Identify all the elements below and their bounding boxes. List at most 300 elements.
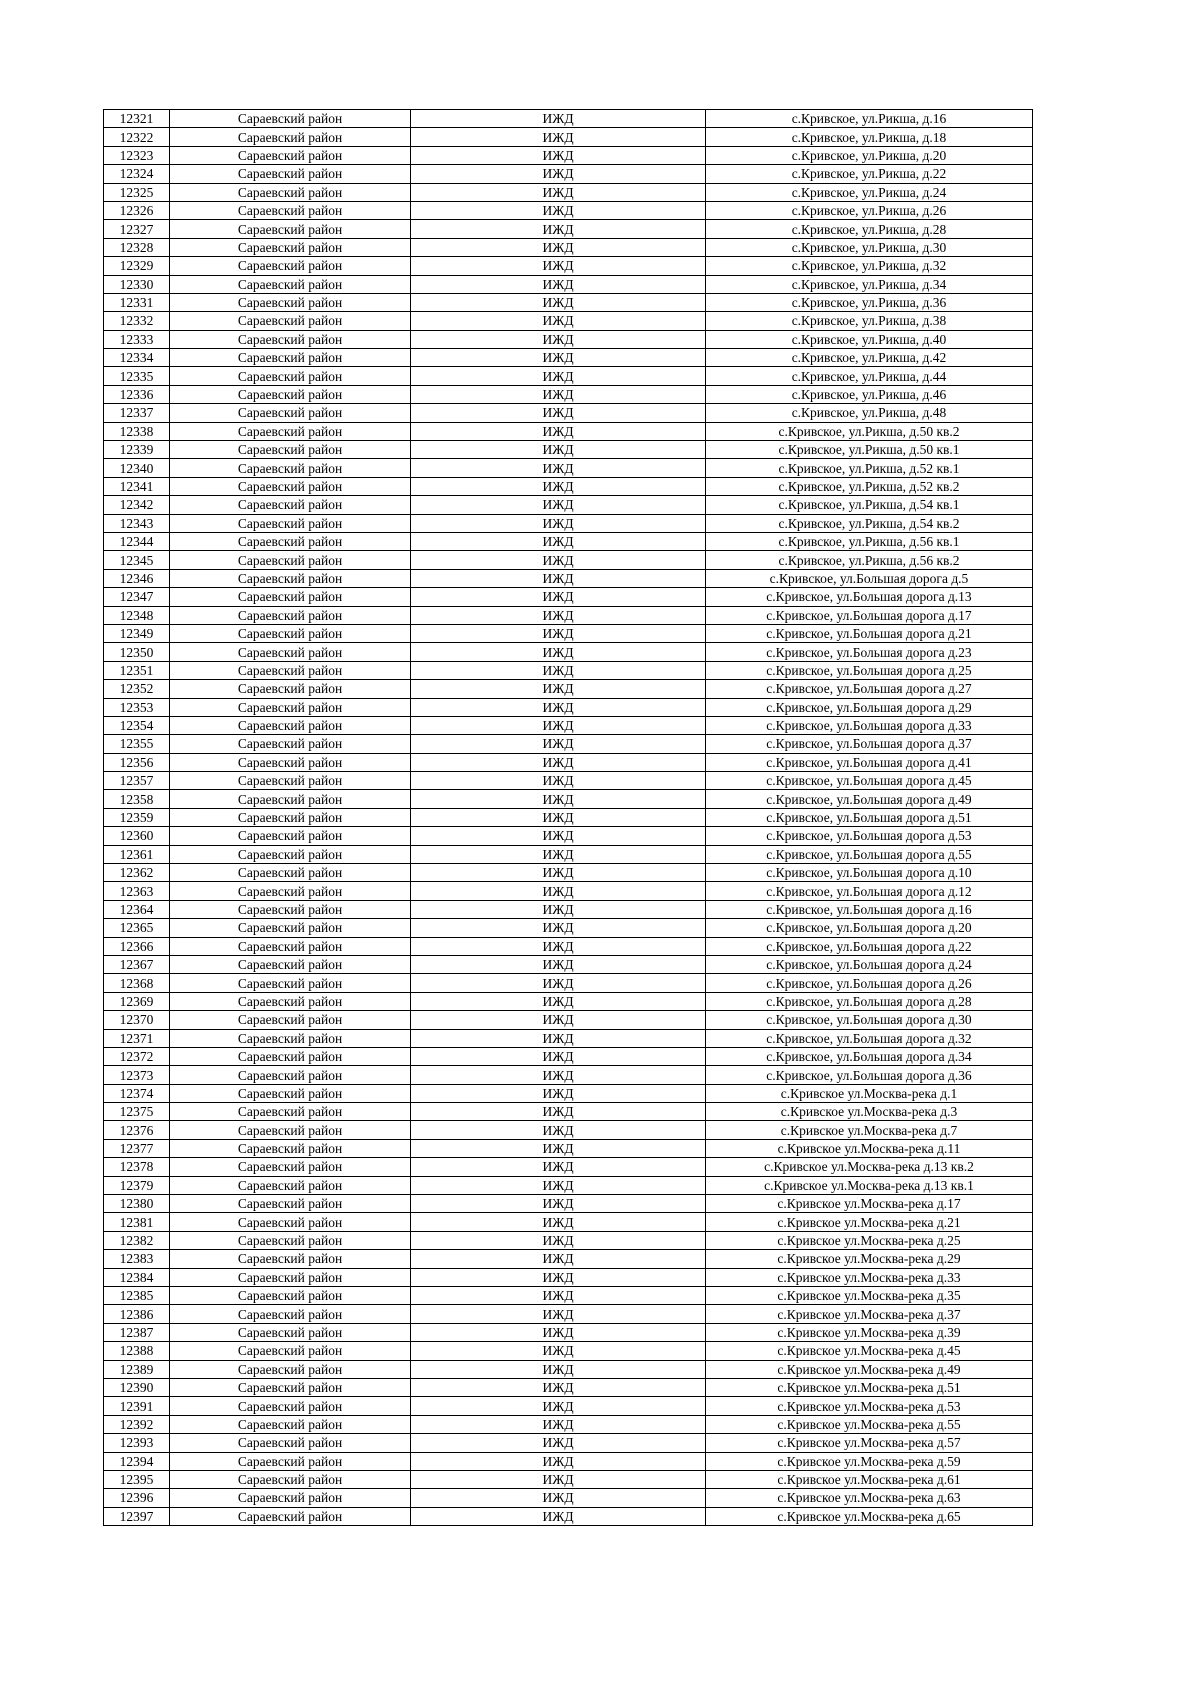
record-number-cell: 12350 bbox=[104, 643, 170, 661]
district-cell: Сараевский район bbox=[170, 128, 411, 146]
housing-type-cell: ИЖД bbox=[411, 1066, 706, 1084]
table-row bbox=[104, 551, 1033, 569]
housing-type-cell: ИЖД bbox=[411, 1121, 706, 1139]
address-cell: с.Кривское, ул.Рикша, д.54 кв.2 bbox=[706, 514, 1033, 532]
address-cell: с.Кривское ул.Москва-река д.17 bbox=[706, 1195, 1033, 1213]
table-row bbox=[104, 459, 1033, 477]
district-cell: Сараевский район bbox=[170, 1323, 411, 1341]
table-row bbox=[104, 680, 1033, 698]
table-row bbox=[104, 1084, 1033, 1102]
record-number-cell: 12322 bbox=[104, 128, 170, 146]
housing-type-cell: ИЖД bbox=[411, 275, 706, 293]
table-row bbox=[104, 1323, 1033, 1341]
district-cell: Сараевский район bbox=[170, 955, 411, 973]
record-number-cell: 12343 bbox=[104, 514, 170, 532]
district-cell: Сараевский район bbox=[170, 1470, 411, 1488]
address-cell: с.Кривское, ул.Большая дорога д.41 bbox=[706, 753, 1033, 771]
district-cell: Сараевский район bbox=[170, 937, 411, 955]
table-row bbox=[104, 1231, 1033, 1249]
record-number-cell: 12321 bbox=[104, 110, 170, 128]
record-number-cell: 12388 bbox=[104, 1342, 170, 1360]
housing-type-cell: ИЖД bbox=[411, 1397, 706, 1415]
table-row bbox=[104, 1507, 1033, 1525]
housing-type-cell: ИЖД bbox=[411, 808, 706, 826]
address-cell: с.Кривское, ул.Большая дорога д.20 bbox=[706, 919, 1033, 937]
district-cell: Сараевский район bbox=[170, 735, 411, 753]
table-row bbox=[104, 1489, 1033, 1507]
housing-type-cell: ИЖД bbox=[411, 1029, 706, 1047]
district-cell: Сараевский район bbox=[170, 1139, 411, 1157]
record-number-cell: 12334 bbox=[104, 349, 170, 367]
address-cell: с.Кривское, ул.Большая дорога д.49 bbox=[706, 790, 1033, 808]
table-row bbox=[104, 146, 1033, 164]
district-cell: Сараевский район bbox=[170, 1415, 411, 1433]
record-number-cell: 12380 bbox=[104, 1195, 170, 1213]
district-cell: Сараевский район bbox=[170, 1029, 411, 1047]
address-cell: с.Кривское ул.Москва-река д.65 bbox=[706, 1507, 1033, 1525]
housing-type-cell: ИЖД bbox=[411, 496, 706, 514]
district-cell: Сараевский район bbox=[170, 514, 411, 532]
record-number-cell: 12335 bbox=[104, 367, 170, 385]
table-row bbox=[104, 1066, 1033, 1084]
district-cell: Сараевский район bbox=[170, 716, 411, 734]
district-cell: Сараевский район bbox=[170, 146, 411, 164]
address-cell: с.Кривское, ул.Рикша, д.56 кв.1 bbox=[706, 532, 1033, 550]
housing-type-cell: ИЖД bbox=[411, 1195, 706, 1213]
address-cell: с.Кривское, ул.Рикша, д.48 bbox=[706, 404, 1033, 422]
record-number-cell: 12371 bbox=[104, 1029, 170, 1047]
district-cell: Сараевский район bbox=[170, 1250, 411, 1268]
housing-type-cell: ИЖД bbox=[411, 1287, 706, 1305]
record-number-cell: 12347 bbox=[104, 588, 170, 606]
record-number-cell: 12361 bbox=[104, 845, 170, 863]
table-row bbox=[104, 367, 1033, 385]
housing-type-cell: ИЖД bbox=[411, 643, 706, 661]
address-cell: с.Кривское ул.Москва-река д.13 кв.1 bbox=[706, 1176, 1033, 1194]
table-row bbox=[104, 864, 1033, 882]
housing-type-cell: ИЖД bbox=[411, 900, 706, 918]
district-cell: Сараевский район bbox=[170, 661, 411, 679]
table-row bbox=[104, 441, 1033, 459]
table-row bbox=[104, 422, 1033, 440]
record-number-cell: 12396 bbox=[104, 1489, 170, 1507]
record-number-cell: 12352 bbox=[104, 680, 170, 698]
housing-type-cell: ИЖД bbox=[411, 404, 706, 422]
address-cell: с.Кривское ул.Москва-река д.51 bbox=[706, 1378, 1033, 1396]
record-number-cell: 12373 bbox=[104, 1066, 170, 1084]
district-cell: Сараевский район bbox=[170, 1452, 411, 1470]
district-cell: Сараевский район bbox=[170, 680, 411, 698]
address-cell: с.Кривское ул.Москва-река д.25 bbox=[706, 1231, 1033, 1249]
address-cell: с.Кривское, ул.Рикша, д.46 bbox=[706, 385, 1033, 403]
housing-type-cell: ИЖД bbox=[411, 1158, 706, 1176]
record-number-cell: 12325 bbox=[104, 183, 170, 201]
record-number-cell: 12366 bbox=[104, 937, 170, 955]
table-row bbox=[104, 349, 1033, 367]
housing-type-cell: ИЖД bbox=[411, 1103, 706, 1121]
address-cell: с.Кривское, ул.Рикша, д.28 bbox=[706, 220, 1033, 238]
record-number-cell: 12392 bbox=[104, 1415, 170, 1433]
address-cell: с.Кривское, ул.Рикша, д.24 bbox=[706, 183, 1033, 201]
table-row bbox=[104, 1121, 1033, 1139]
record-number-cell: 12337 bbox=[104, 404, 170, 422]
district-cell: Сараевский район bbox=[170, 624, 411, 642]
record-number-cell: 12336 bbox=[104, 385, 170, 403]
record-number-cell: 12381 bbox=[104, 1213, 170, 1231]
table-row bbox=[104, 1415, 1033, 1433]
record-number-cell: 12323 bbox=[104, 146, 170, 164]
record-number-cell: 12385 bbox=[104, 1287, 170, 1305]
table-row bbox=[104, 1305, 1033, 1323]
table-row bbox=[104, 1176, 1033, 1194]
table-row bbox=[104, 330, 1033, 348]
district-cell: Сараевский район bbox=[170, 808, 411, 826]
district-cell: Сараевский район bbox=[170, 900, 411, 918]
housing-type-cell: ИЖД bbox=[411, 1415, 706, 1433]
record-number-cell: 12384 bbox=[104, 1268, 170, 1286]
housing-type-cell: ИЖД bbox=[411, 441, 706, 459]
housing-type-cell: ИЖД bbox=[411, 569, 706, 587]
district-cell: Сараевский район bbox=[170, 588, 411, 606]
table-row bbox=[104, 937, 1033, 955]
district-cell: Сараевский район bbox=[170, 385, 411, 403]
record-number-cell: 12376 bbox=[104, 1121, 170, 1139]
district-cell: Сараевский район bbox=[170, 643, 411, 661]
record-number-cell: 12342 bbox=[104, 496, 170, 514]
district-cell: Сараевский район bbox=[170, 1305, 411, 1323]
address-cell: с.Кривское, ул.Рикша, д.16 bbox=[706, 110, 1033, 128]
record-number-cell: 12331 bbox=[104, 293, 170, 311]
district-cell: Сараевский район bbox=[170, 1084, 411, 1102]
district-cell: Сараевский район bbox=[170, 1176, 411, 1194]
table-row bbox=[104, 238, 1033, 256]
table-row bbox=[104, 624, 1033, 642]
district-cell: Сараевский район bbox=[170, 532, 411, 550]
district-cell: Сараевский район bbox=[170, 110, 411, 128]
record-number-cell: 12372 bbox=[104, 1047, 170, 1065]
address-cell: с.Кривское, ул.Рикша, д.26 bbox=[706, 201, 1033, 219]
address-cell: с.Кривское, ул.Рикша, д.50 кв.1 bbox=[706, 441, 1033, 459]
table-row bbox=[104, 919, 1033, 937]
table-row bbox=[104, 1103, 1033, 1121]
district-cell: Сараевский район bbox=[170, 459, 411, 477]
address-cell: с.Кривское, ул.Рикша, д.22 bbox=[706, 165, 1033, 183]
address-cell: с.Кривское, ул.Большая дорога д.45 bbox=[706, 772, 1033, 790]
housing-type-cell: ИЖД bbox=[411, 1011, 706, 1029]
district-cell: Сараевский район bbox=[170, 1489, 411, 1507]
district-cell: Сараевский район bbox=[170, 992, 411, 1010]
address-cell: с.Кривское, ул.Рикша, д.54 кв.1 bbox=[706, 496, 1033, 514]
housing-type-cell: ИЖД bbox=[411, 1250, 706, 1268]
table-row bbox=[104, 1213, 1033, 1231]
district-cell: Сараевский район bbox=[170, 1158, 411, 1176]
housing-type-cell: ИЖД bbox=[411, 606, 706, 624]
address-cell: с.Кривское, ул.Большая дорога д.30 bbox=[706, 1011, 1033, 1029]
address-cell: с.Кривское, ул.Рикша, д.52 кв.1 bbox=[706, 459, 1033, 477]
address-cell: с.Кривское ул.Москва-река д.53 bbox=[706, 1397, 1033, 1415]
district-cell: Сараевский район bbox=[170, 698, 411, 716]
housing-type-cell: ИЖД bbox=[411, 1176, 706, 1194]
address-cell: с.Кривское, ул.Большая дорога д.28 bbox=[706, 992, 1033, 1010]
table-row bbox=[104, 532, 1033, 550]
address-cell: с.Кривское ул.Москва-река д.55 bbox=[706, 1415, 1033, 1433]
address-cell: с.Кривское, ул.Большая дорога д.53 bbox=[706, 827, 1033, 845]
record-number-cell: 12357 bbox=[104, 772, 170, 790]
district-cell: Сараевский район bbox=[170, 1507, 411, 1525]
district-cell: Сараевский район bbox=[170, 183, 411, 201]
address-cell: с.Кривское, ул.Рикша, д.50 кв.2 bbox=[706, 422, 1033, 440]
table-row bbox=[104, 1397, 1033, 1415]
district-cell: Сараевский район bbox=[170, 201, 411, 219]
district-cell: Сараевский район bbox=[170, 772, 411, 790]
record-number-cell: 12359 bbox=[104, 808, 170, 826]
table-row bbox=[104, 588, 1033, 606]
table-row bbox=[104, 1378, 1033, 1396]
district-cell: Сараевский район bbox=[170, 441, 411, 459]
record-number-cell: 12327 bbox=[104, 220, 170, 238]
table-row bbox=[104, 128, 1033, 146]
table-row bbox=[104, 772, 1033, 790]
record-number-cell: 12395 bbox=[104, 1470, 170, 1488]
district-cell: Сараевский район bbox=[170, 422, 411, 440]
housing-type-cell: ИЖД bbox=[411, 919, 706, 937]
table-row bbox=[104, 385, 1033, 403]
record-number-cell: 12382 bbox=[104, 1231, 170, 1249]
address-cell: с.Кривское, ул.Большая дорога д.25 bbox=[706, 661, 1033, 679]
address-cell: с.Кривское, ул.Большая дорога д.26 bbox=[706, 974, 1033, 992]
housing-type-cell: ИЖД bbox=[411, 1507, 706, 1525]
address-cell: с.Кривское, ул.Рикша, д.40 bbox=[706, 330, 1033, 348]
table-row bbox=[104, 1434, 1033, 1452]
housing-type-cell: ИЖД bbox=[411, 238, 706, 256]
address-cell: с.Кривское ул.Москва-река д.49 bbox=[706, 1360, 1033, 1378]
record-number-cell: 12370 bbox=[104, 1011, 170, 1029]
district-cell: Сараевский район bbox=[170, 312, 411, 330]
record-number-cell: 12378 bbox=[104, 1158, 170, 1176]
district-cell: Сараевский район bbox=[170, 1066, 411, 1084]
address-cell: с.Кривское ул.Москва-река д.11 bbox=[706, 1139, 1033, 1157]
address-cell: с.Кривское, ул.Рикша, д.30 bbox=[706, 238, 1033, 256]
table-row bbox=[104, 1011, 1033, 1029]
district-cell: Сараевский район bbox=[170, 974, 411, 992]
housing-type-cell: ИЖД bbox=[411, 680, 706, 698]
district-cell: Сараевский район bbox=[170, 1268, 411, 1286]
housing-type-cell: ИЖД bbox=[411, 201, 706, 219]
housing-type-cell: ИЖД bbox=[411, 1139, 706, 1157]
district-cell: Сараевский район bbox=[170, 1287, 411, 1305]
table-row bbox=[104, 201, 1033, 219]
housing-type-cell: ИЖД bbox=[411, 992, 706, 1010]
record-number-cell: 12346 bbox=[104, 569, 170, 587]
housing-type-cell: ИЖД bbox=[411, 790, 706, 808]
address-cell: с.Кривское ул.Москва-река д.13 кв.2 bbox=[706, 1158, 1033, 1176]
district-cell: Сараевский район bbox=[170, 606, 411, 624]
housing-type-cell: ИЖД bbox=[411, 661, 706, 679]
district-cell: Сараевский район bbox=[170, 257, 411, 275]
record-number-cell: 12375 bbox=[104, 1103, 170, 1121]
housing-type-cell: ИЖД bbox=[411, 477, 706, 495]
record-number-cell: 12356 bbox=[104, 753, 170, 771]
housing-type-cell: ИЖД bbox=[411, 1470, 706, 1488]
table-row bbox=[104, 477, 1033, 495]
record-number-cell: 12332 bbox=[104, 312, 170, 330]
table-row bbox=[104, 735, 1033, 753]
address-cell: с.Кривское ул.Москва-река д.57 bbox=[706, 1434, 1033, 1452]
record-number-cell: 12324 bbox=[104, 165, 170, 183]
district-cell: Сараевский район bbox=[170, 1360, 411, 1378]
record-number-cell: 12351 bbox=[104, 661, 170, 679]
records-table bbox=[103, 109, 1033, 1526]
district-cell: Сараевский район bbox=[170, 1121, 411, 1139]
record-number-cell: 12348 bbox=[104, 606, 170, 624]
record-number-cell: 12362 bbox=[104, 864, 170, 882]
address-cell: с.Кривское, ул.Рикша, д.34 bbox=[706, 275, 1033, 293]
district-cell: Сараевский район bbox=[170, 919, 411, 937]
housing-type-cell: ИЖД bbox=[411, 293, 706, 311]
table-row bbox=[104, 1047, 1033, 1065]
address-cell: с.Кривское, ул.Большая дорога д.51 bbox=[706, 808, 1033, 826]
district-cell: Сараевский район bbox=[170, 864, 411, 882]
address-cell: с.Кривское, ул.Большая дорога д.36 bbox=[706, 1066, 1033, 1084]
record-number-cell: 12364 bbox=[104, 900, 170, 918]
record-number-cell: 12391 bbox=[104, 1397, 170, 1415]
housing-type-cell: ИЖД bbox=[411, 1047, 706, 1065]
district-cell: Сараевский район bbox=[170, 1011, 411, 1029]
housing-type-cell: ИЖД bbox=[411, 551, 706, 569]
address-cell: с.Кривское, ул.Большая дорога д.16 bbox=[706, 900, 1033, 918]
address-cell: с.Кривское ул.Москва-река д.61 bbox=[706, 1470, 1033, 1488]
housing-type-cell: ИЖД bbox=[411, 1231, 706, 1249]
district-cell: Сараевский район bbox=[170, 330, 411, 348]
address-cell: с.Кривское, ул.Большая дорога д.5 bbox=[706, 569, 1033, 587]
district-cell: Сараевский район bbox=[170, 496, 411, 514]
district-cell: Сараевский район bbox=[170, 1434, 411, 1452]
table-row bbox=[104, 183, 1033, 201]
district-cell: Сараевский район bbox=[170, 367, 411, 385]
table-row bbox=[104, 1452, 1033, 1470]
district-cell: Сараевский район bbox=[170, 1231, 411, 1249]
housing-type-cell: ИЖД bbox=[411, 1489, 706, 1507]
record-number-cell: 12368 bbox=[104, 974, 170, 992]
housing-type-cell: ИЖД bbox=[411, 735, 706, 753]
district-cell: Сараевский район bbox=[170, 551, 411, 569]
housing-type-cell: ИЖД bbox=[411, 165, 706, 183]
table-row bbox=[104, 606, 1033, 624]
housing-type-cell: ИЖД bbox=[411, 257, 706, 275]
housing-type-cell: ИЖД bbox=[411, 128, 706, 146]
address-cell: с.Кривское, ул.Большая дорога д.12 bbox=[706, 882, 1033, 900]
address-cell: с.Кривское, ул.Рикша, д.18 bbox=[706, 128, 1033, 146]
district-cell: Сараевский район bbox=[170, 220, 411, 238]
record-number-cell: 12367 bbox=[104, 955, 170, 973]
table-row bbox=[104, 1268, 1033, 1286]
record-number-cell: 12394 bbox=[104, 1452, 170, 1470]
housing-type-cell: ИЖД bbox=[411, 367, 706, 385]
housing-type-cell: ИЖД bbox=[411, 827, 706, 845]
record-number-cell: 12355 bbox=[104, 735, 170, 753]
housing-type-cell: ИЖД bbox=[411, 110, 706, 128]
housing-type-cell: ИЖД bbox=[411, 937, 706, 955]
housing-type-cell: ИЖД bbox=[411, 698, 706, 716]
district-cell: Сараевский район bbox=[170, 1103, 411, 1121]
housing-type-cell: ИЖД bbox=[411, 1378, 706, 1396]
table-row bbox=[104, 661, 1033, 679]
record-number-cell: 12353 bbox=[104, 698, 170, 716]
record-number-cell: 12354 bbox=[104, 716, 170, 734]
record-number-cell: 12393 bbox=[104, 1434, 170, 1452]
record-number-cell: 12349 bbox=[104, 624, 170, 642]
housing-type-cell: ИЖД bbox=[411, 459, 706, 477]
record-number-cell: 12379 bbox=[104, 1176, 170, 1194]
address-cell: с.Кривское ул.Москва-река д.45 bbox=[706, 1342, 1033, 1360]
table-row bbox=[104, 257, 1033, 275]
record-number-cell: 12369 bbox=[104, 992, 170, 1010]
address-cell: с.Кривское ул.Москва-река д.39 bbox=[706, 1323, 1033, 1341]
district-cell: Сараевский район bbox=[170, 1047, 411, 1065]
record-number-cell: 12383 bbox=[104, 1250, 170, 1268]
table-row bbox=[104, 790, 1033, 808]
record-number-cell: 12397 bbox=[104, 1507, 170, 1525]
address-cell: с.Кривское, ул.Большая дорога д.22 bbox=[706, 937, 1033, 955]
table-row bbox=[104, 1342, 1033, 1360]
housing-type-cell: ИЖД bbox=[411, 1342, 706, 1360]
address-cell: с.Кривское, ул.Рикша, д.52 кв.2 bbox=[706, 477, 1033, 495]
housing-type-cell: ИЖД bbox=[411, 882, 706, 900]
address-cell: с.Кривское, ул.Рикша, д.38 bbox=[706, 312, 1033, 330]
district-cell: Сараевский район bbox=[170, 845, 411, 863]
housing-type-cell: ИЖД bbox=[411, 514, 706, 532]
district-cell: Сараевский район bbox=[170, 275, 411, 293]
housing-type-cell: ИЖД bbox=[411, 220, 706, 238]
record-number-cell: 12340 bbox=[104, 459, 170, 477]
address-cell: с.Кривское, ул.Большая дорога д.37 bbox=[706, 735, 1033, 753]
housing-type-cell: ИЖД bbox=[411, 312, 706, 330]
district-cell: Сараевский район bbox=[170, 477, 411, 495]
district-cell: Сараевский район bbox=[170, 882, 411, 900]
housing-type-cell: ИЖД bbox=[411, 1213, 706, 1231]
record-number-cell: 12386 bbox=[104, 1305, 170, 1323]
district-cell: Сараевский район bbox=[170, 349, 411, 367]
table-row bbox=[104, 293, 1033, 311]
housing-type-cell: ИЖД bbox=[411, 588, 706, 606]
housing-type-cell: ИЖД bbox=[411, 385, 706, 403]
table-row bbox=[104, 992, 1033, 1010]
table-row bbox=[104, 845, 1033, 863]
table-row bbox=[104, 716, 1033, 734]
records-table-body bbox=[104, 110, 1033, 1526]
housing-type-cell: ИЖД bbox=[411, 864, 706, 882]
district-cell: Сараевский район bbox=[170, 1397, 411, 1415]
table-row bbox=[104, 1250, 1033, 1268]
address-cell: с.Кривское, ул.Рикша, д.44 bbox=[706, 367, 1033, 385]
table-row bbox=[104, 643, 1033, 661]
table-row bbox=[104, 110, 1033, 128]
housing-type-cell: ИЖД bbox=[411, 330, 706, 348]
address-cell: с.Кривское, ул.Рикша, д.36 bbox=[706, 293, 1033, 311]
record-number-cell: 12333 bbox=[104, 330, 170, 348]
table-row bbox=[104, 496, 1033, 514]
table-row bbox=[104, 1029, 1033, 1047]
district-cell: Сараевский район bbox=[170, 165, 411, 183]
record-number-cell: 12341 bbox=[104, 477, 170, 495]
record-number-cell: 12326 bbox=[104, 201, 170, 219]
record-number-cell: 12330 bbox=[104, 275, 170, 293]
table-row bbox=[104, 220, 1033, 238]
address-cell: с.Кривское ул.Москва-река д.29 bbox=[706, 1250, 1033, 1268]
table-row bbox=[104, 1360, 1033, 1378]
address-cell: с.Кривское ул.Москва-река д.63 bbox=[706, 1489, 1033, 1507]
record-number-cell: 12345 bbox=[104, 551, 170, 569]
